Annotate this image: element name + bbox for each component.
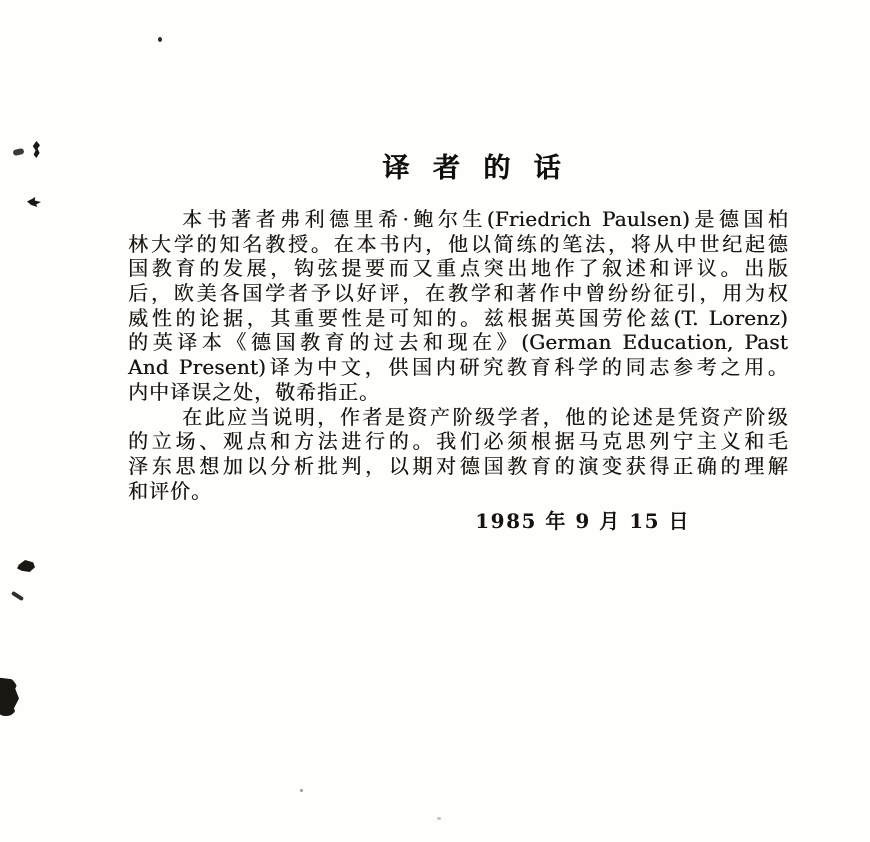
- body-line: And Present)译为中文，供国内研究教育科学的同志参考之用。: [128, 355, 788, 380]
- ink-speck: [32, 141, 40, 158]
- body-line: 在此应当说明，作者是资产阶级学者，他的论述是凭资产阶级: [182, 404, 788, 429]
- ink-speck: [27, 197, 41, 207]
- body-line: 威性的论据，其重要性是可知的。兹根据英国劳伦兹(T. Lorenz): [128, 305, 788, 330]
- ink-speck: [17, 560, 35, 572]
- body-line: 国教育的发展，钩弦提要而又重点突出地作了叙述和评议。出版: [128, 256, 788, 281]
- body-line: 后，欧美各国学者予以好评，在教学和著作中曾纷纷征引，用为权: [128, 281, 788, 306]
- body-text-block: [128, 207, 788, 503]
- body-line: 泽东思想加以分析批判，以期对德国教育的演变获得正确的理解: [128, 453, 788, 478]
- date-line: 1985 年 9 月 15 日: [475, 509, 690, 533]
- body-line: 内中译误之处，敬希指正。: [128, 379, 380, 404]
- ink-blot: [0, 677, 19, 716]
- ink-speck: [300, 789, 303, 792]
- ink-speck: [158, 37, 162, 42]
- body-line: 和评价。: [128, 478, 212, 503]
- body-line: 的立场、观点和方法进行的。我们必须根据马克思列宁主义和毛: [128, 429, 788, 454]
- ink-speck: [11, 591, 24, 601]
- ink-speck: [437, 817, 441, 820]
- body-line: 林大学的知名教授。在本书内，他以简练的笔法，将从中世纪起德: [128, 231, 788, 256]
- body-line: 本书著者弗利德里希·鲍尔生(Friedrich Paulsen)是德国柏: [182, 207, 788, 231]
- page-title: 译 者 的 话: [382, 153, 568, 184]
- ink-speck: [12, 148, 24, 156]
- body-line: 的英译本《德国教育的过去和现在》(German Education, Past: [128, 330, 788, 355]
